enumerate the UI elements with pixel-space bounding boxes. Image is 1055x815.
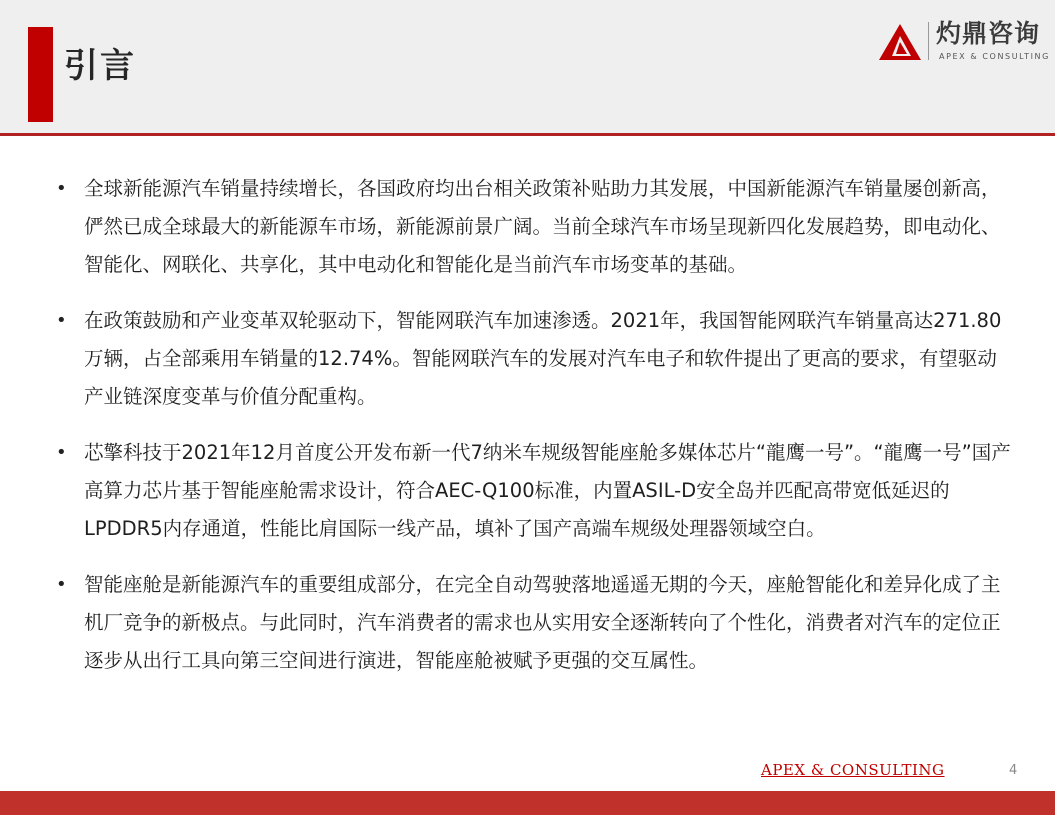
bullet-icon: • — [56, 310, 67, 331]
header-divider — [0, 133, 1055, 136]
bullet-item — [52, 302, 1012, 416]
bullet-text: 在政策鼓励和产业变革双轮驱动下，智能网联汽车加速渗透。2021年，我国智能网联汽车销量高达271.80万辆，占全部乘用车销量的12.74%。智能网联汽车的发展对汽车电子和软件提出了更高的要求，有望驱动产业链深度变革与价值分配重构。 — [84, 309, 1002, 408]
footer-bar — [0, 791, 1055, 815]
bullet-item — [52, 434, 1012, 548]
logo-name-cn: 灼鼎咨询 — [936, 19, 1041, 48]
logo-divider — [928, 22, 929, 60]
bullet-icon: • — [56, 442, 67, 463]
bullet-item — [52, 170, 1012, 284]
bullet-icon: • — [56, 178, 67, 199]
bullet-list — [52, 170, 1012, 698]
page-title: 引言 — [64, 46, 136, 86]
triangle-logo-icon — [878, 22, 922, 62]
logo-name-en: APEX & CONSULTING — [939, 52, 1050, 61]
header-band — [0, 0, 1055, 133]
title-accent-bar — [28, 27, 53, 122]
bullet-item — [52, 566, 1012, 680]
bullet-icon: • — [56, 574, 67, 595]
bullet-text: 全球新能源汽车销量持续增长，各国政府均出台相关政策补贴助力其发展，中国新能源汽车销量屡创新高，俨然已成全球最大的新能源车市场，新能源前景广阔。当前全球汽车市场呈现新四化发展趋势，即电动化、智能化、网联化、共享化，其中电动化和智能化是当前汽车市场变革的基础。 — [84, 177, 1001, 276]
company-logo — [878, 18, 1048, 68]
footer-company-link[interactable]: APEX & CONSULTING — [761, 761, 945, 779]
page-number: 4 — [1009, 763, 1018, 778]
bullet-text: 智能座舱是新能源汽车的重要组成部分，在完全自动驾驶落地遥遥无期的今天，座舱智能化和差异化成了主机厂竞争的新极点。与此同时，汽车消费者的需求也从实用安全逐渐转向了个性化，消费者对汽车的定位正逐步从出行工具向第三空间进行演进，智能座舱被赋予更强的交互属性。 — [84, 573, 1001, 672]
bullet-text: 芯擎科技于2021年12月首度公开发布新一代7纳米车规级智能座舱多媒体芯片“龍鹰一号”。“龍鹰一号”国产高算力芯片基于智能座舱需求设计，符合AEC-Q100标准，内置ASIL-D安全岛并匹配高带宽低延迟的LPDDR5内存通道，性能比肩国际一线产品，填补了国产高端车规级处理器领域空白。 — [84, 441, 1011, 540]
